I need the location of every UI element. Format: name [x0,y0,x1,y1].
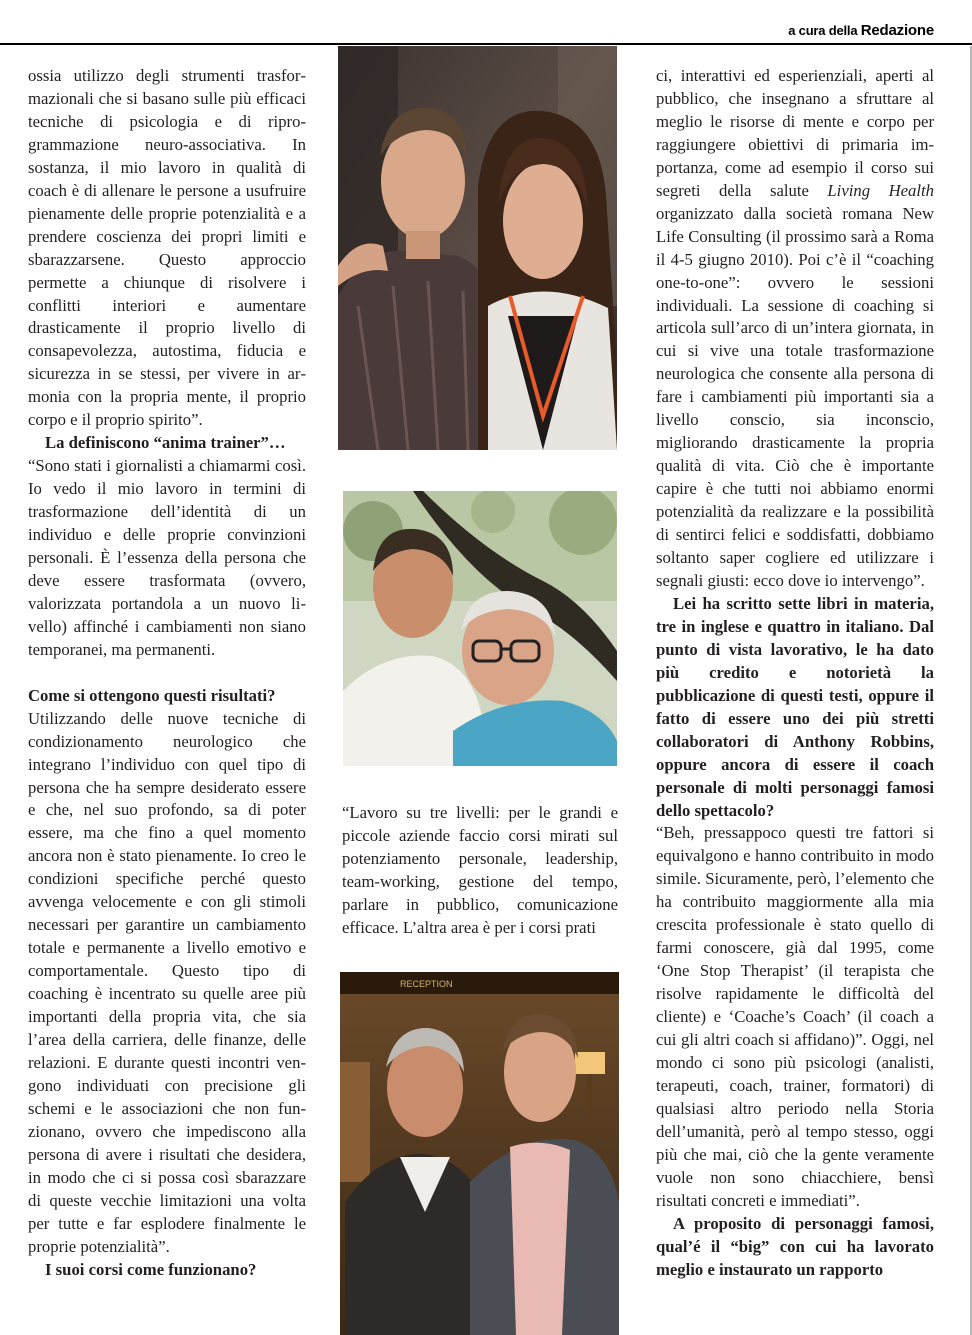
reception-sign: RECEPTION [400,979,453,989]
interview-question: La definiscono “anima trainer”… [45,433,286,453]
paragraph: ossia utilizzo degli strumenti trasformazionali che si basano sulle più efficaci tecniche di psicologia e di riprogrammazione neuro-associativa. In sostanza, il mio lavoro in qualità di coach è di allenare le persone a usufruire pienamente delle proprie potenzialità e a prendere coscienza dei propri limiti e sbarazzarsene. Questo approccio permette a chiunque di risolvere i conflitti interiori e aumentare drasticamente il proprio livello di consapevolezza, autostima, fiducia e sicurezza in se stessi, per vivere in armonia con la propria mente, il proprio corpo e il proprio spirito”. [28,66,306,430]
interview-question: Lei ha scritto sette libri in materia, tre in inglese e quattro in italiano. Dal punto di vista lavorativo, le ha dato più credito e notorietà la pubblicazione di questi testi, oppure il fatto di essere uno dei più stretti collaboratori di Anthony Robbins, oppure ancora di essere il coach personale di molti personaggi famosi dello spettacolo? [656,593,934,820]
photo-coach-with-elder [343,491,617,766]
section-credit [788,22,934,39]
column-middle [342,802,618,940]
course-title: Living Health [827,180,934,200]
photo-coach-with-actress [338,46,617,450]
paragraph: “Beh, pressappoco questi tre fattori si equivalgono e hanno contribuito in modo simile. Sicuramente, però, l’elemento che ha contribuito maggiormente alla mia crescita professionale è stato quello di farmi conoscere, già dal 1995, come ‘One Stop Therapist’ (il terapista che risolve rapidamente le difficoltà del cliente) e ‘Coache’s Coach’ (il coach a cui gli altri coach si affidano)”. Oggi, nel mondo ci sono più psicologi (analisti, terapeuti, coach, trainer, formatori) di qualsiasi altro periodo nella Storia dell’umanità, però al tempo stesso, oggi più che mai, ciò che la gente veramente vuole non sono chiacchiere, bensì risultati concreti e immediati”. [656,823,934,1210]
column-right [656,65,934,1282]
photo-coach-in-lobby [340,972,619,1335]
credit-brand: Redazione [860,22,934,39]
paragraph: “Lavoro su tre livelli: per le grandi e piccole aziende faccio corsi mirati sul potenziamento personale, leadership, team-working, gestione del tempo, parlare in pubblico, comunicazione efficace. L’altra area è per i corsi prati [342,803,618,937]
interview-question: A proposito di personaggi famosi, qual’é il “big” con cui ha lavorato meglio e instaurato un rapporto [656,1213,934,1279]
paragraph: Utilizzando delle nuove tecniche di condizionamento neurologico che integrano l’individuo con quel tipo di persona che ha sempre desiderato essere e che, nel suo profondo, sa di poter essere, ma che fino a quel momento ancora non è stato pienamente. Io creo le condizioni specifiche perché questo avvenga velocemente e con gli stimoli necessari per garantire un cambiamento totale e permanente a livello emotivo e comportamentale. Questo tipo di coaching è incentrato su quelle aree più importanti della propria vita, che sia l’area della carriera, delle finanze, delle relazioni. E durante questi incontri vengono individuati con precisione gli schemi e le associazioni che non funzionano, ovvero che impediscono alla persona di avere i risultati che desidera, in modo che ci si possa così sbarazzare di queste vecchie limitazioni una volta per tutte e far esplodere finalmente le proprie potenzialità”. [28,708,306,1256]
interview-question: Come si ottengono questi risultati? [28,685,276,705]
paragraph: “Sono stati i giornalisti a chiamarmi così. Io vedo il mio lavoro in termini di trasformazione dell’identità di un individuo e delle proprie convinzioni personali. È l’essenza della persona che deve essere trasformata (ovvero, valorizzata portandola a un nuovo livello) affinché i cambiamenti non siano temporanei, ma permanenti. [28,456,306,659]
column-left [28,65,306,1282]
interview-question: I suoi corsi come funzionano? [45,1259,257,1279]
paragraph-text: ci, interattivi ed esperienziali, aperti al pubblico, che insegnano a sfruttare al meglio le risorse di mente e corpo per raggiungere obiettivi di primaria importanza, come ad esempio il corso sui segreti della salute [656,66,934,200]
page-header [0,0,972,46]
credit-prefix: a cura della [788,23,858,38]
paragraph-text: organizzato dalla società romana New Life Consulting (il prossimo sarà a Roma il 4-5 giugno 2010). Poi c’è il “coaching one-to-one”: ovvero le sessioni individuali. La sessione di coaching si articola sull’arco di un’intera giornata, in cui si vive una totale trasformazione neurologica che consente alla persona di fare i cambiamenti più importanti sia a livello conscio, sia inconscio, migliorando drasticamente la propria qualità di vita. Ciò che è importante capire è che tutti noi abbiamo enormi potenzialità da realizzare e la possibilità di sentirci felici e soddisfatti, dobbiamo soltanto saper cogliere ed utilizzare i segnali giusti: ecco dove io intervengo”. [656,203,934,590]
header-rule [0,43,972,45]
paragraph [656,65,934,593]
